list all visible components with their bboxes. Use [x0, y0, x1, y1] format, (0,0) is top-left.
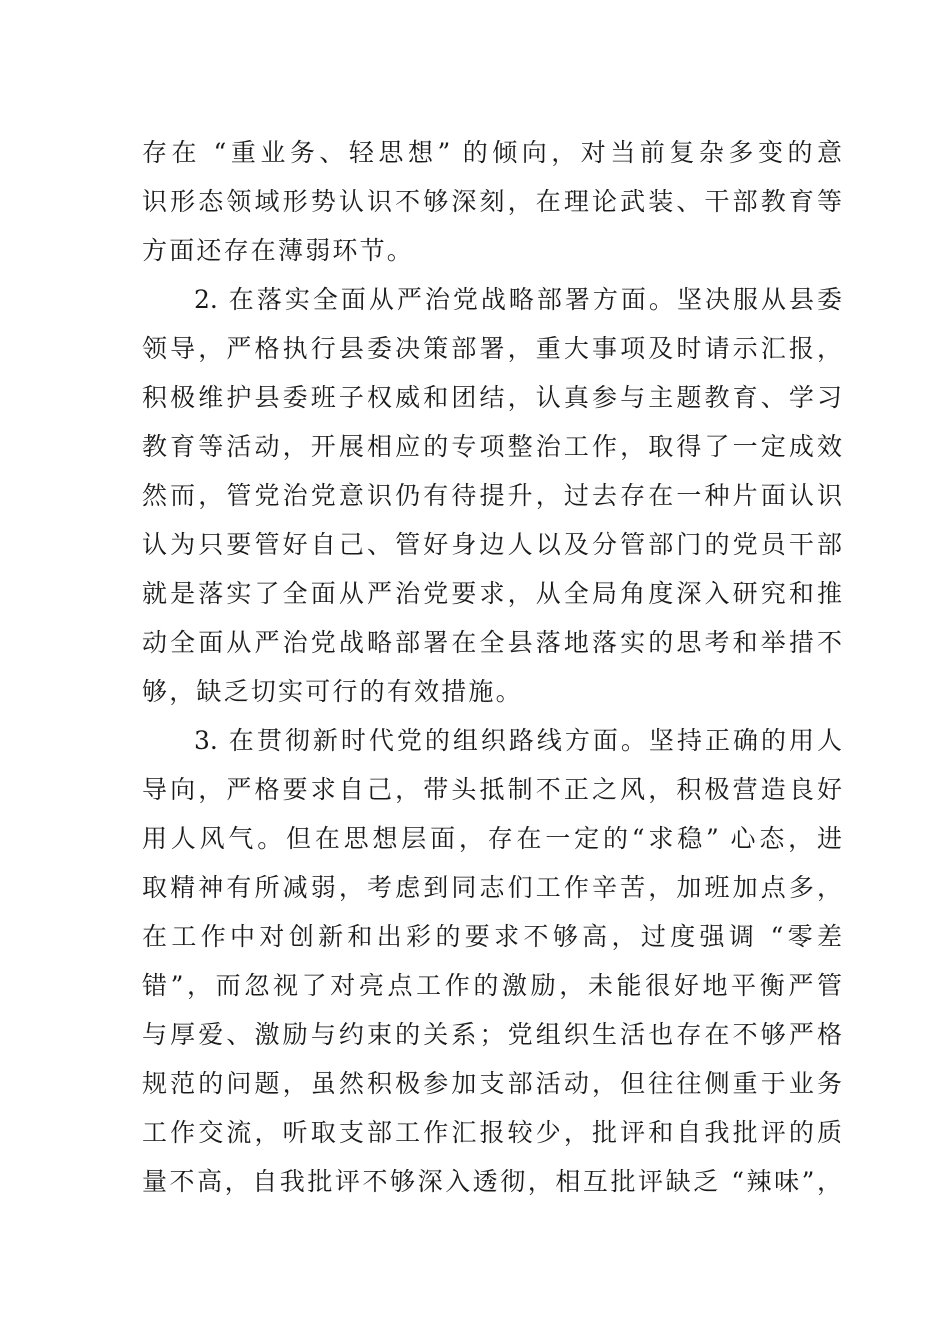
paragraph-3-line: 导向，严格要求自己，带头抵制不正之风，积极营造良好	[142, 775, 842, 804]
paragraph-3-line: 量不高，自我批评不够深入透彻，相互批评缺乏 “辣味”，	[142, 1167, 842, 1196]
paragraph-2-line: 2. 在落实全面从严治党战略部署方面。坚决服从县委	[194, 285, 842, 314]
paragraph-3-line: 3. 在贯彻新时代党的组织路线方面。坚持正确的用人	[194, 726, 842, 755]
paragraph-2-line: 积极维护县委班子权威和团结，认真参与主题教育、学习	[142, 383, 842, 412]
paragraph-3-line: 工作交流，听取支部工作汇报较少，批评和自我批评的质	[142, 1118, 842, 1147]
paragraph-3-line: 错”，而忽视了对亮点工作的激励，未能很好地平衡严管	[142, 971, 842, 1000]
document-body	[142, 128, 842, 1206]
paragraph-1-line: 存在 “重业务、轻思想” 的倾向，对当前复杂多变的意	[142, 138, 842, 167]
paragraph-2-line: 够，缺乏切实可行的有效措施。	[142, 677, 523, 706]
paragraph-3-line: 与厚爱、激励与约束的关系；党组织生活也存在不够严格	[142, 1020, 842, 1049]
paragraph-2-line: 认为只要管好自己、管好身边人以及分管部门的党员干部	[142, 530, 842, 559]
paragraph-2-line: 然而，管党治党意识仍有待提升，过去存在一种片面认识	[142, 481, 842, 510]
paragraph-2-line: 动全面从严治党战略部署在全县落地落实的思考和举措不	[142, 628, 842, 657]
paragraph-1-line: 方面还存在薄弱环节。	[142, 236, 415, 265]
paragraph-3-line: 用人风气。但在思想层面，存在一定的“求稳” 心态，进	[142, 824, 842, 853]
paragraph-3-line: 取精神有所减弱，考虑到同志们工作辛苦，加班加点多，	[142, 873, 842, 902]
paragraph-1-line: 识形态领域形势认识不够深刻，在理论武装、干部教育等	[142, 187, 842, 216]
paragraph-2-line: 领导，严格执行县委决策部署，重大事项及时请示汇报，	[142, 334, 842, 363]
paragraph-2-line: 教育等活动，开展相应的专项整治工作，取得了一定成效	[142, 432, 842, 461]
paragraph-2-line: 就是落实了全面从严治党要求，从全局角度深入研究和推	[142, 579, 842, 608]
paragraph-3-line: 规范的问题，虽然积极参加支部活动，但往往侧重于业务	[142, 1069, 842, 1098]
paragraph-3-line: 在工作中对创新和出彩的要求不够高，过度强调 “零差	[142, 922, 842, 951]
